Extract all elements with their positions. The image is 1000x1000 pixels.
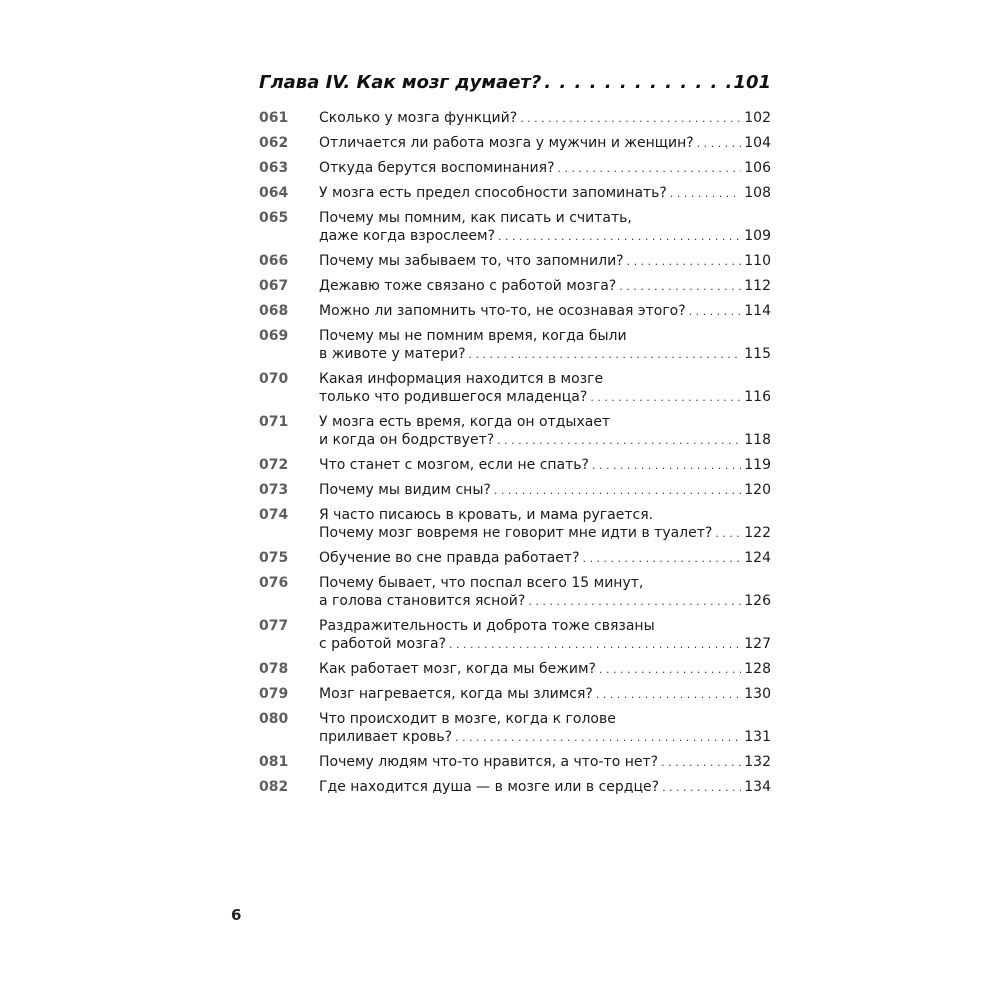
dot-leader — [449, 636, 741, 654]
entry-page-number: 130 — [744, 686, 771, 702]
entry-number: 061 — [259, 110, 289, 126]
dot-leader — [469, 346, 742, 364]
entry-body — [319, 134, 771, 153]
dot-leader — [599, 661, 741, 679]
dot-leader — [520, 110, 741, 128]
entry-last-line — [319, 660, 771, 679]
toc-entry — [259, 753, 771, 772]
chapter-title: Глава IV. Как мозг думает? — [259, 72, 542, 93]
toc-entry — [259, 685, 771, 704]
entry-last-line — [319, 302, 771, 321]
toc-entry — [259, 134, 771, 153]
dot-leader — [715, 525, 741, 543]
dot-leader — [627, 253, 742, 271]
entry-last-line — [319, 549, 771, 568]
entry-title-line: Мозг нагревается, когда мы злимся? — [319, 686, 593, 702]
entry-page-number: 132 — [744, 754, 771, 770]
entry-title-line: У мозга есть предел способности запоминать? — [319, 185, 667, 201]
toc-entry — [259, 252, 771, 271]
entry-title-line: Откуда берутся воспоминания? — [319, 160, 555, 176]
dot-leader — [498, 228, 741, 246]
entry-last-line — [319, 159, 771, 178]
entry-body — [319, 109, 771, 128]
entry-title-line: Раздражительность и доброта тоже связаны — [319, 618, 655, 634]
entry-title-line: У мозга есть время, когда он отдыхает — [319, 414, 611, 430]
entry-title-line: и когда он бодрствует? — [319, 432, 495, 448]
dot-leader — [661, 754, 741, 772]
entry-body — [319, 159, 771, 178]
entry-title-line: в животе у матери? — [319, 346, 466, 362]
entry-page-number: 102 — [744, 110, 771, 126]
entry-page-number: 114 — [744, 303, 771, 319]
entry-body — [319, 549, 771, 568]
dot-leader — [670, 185, 741, 203]
entry-title-line: Где находится душа — в мозге или в сердце? — [319, 779, 660, 795]
entry-title-line: а голова становится ясной? — [319, 593, 526, 609]
entry-last-line — [319, 481, 771, 500]
dot-leader — [596, 686, 741, 704]
entry-number: 074 — [259, 507, 289, 523]
entry-body — [319, 481, 771, 500]
entry-number: 072 — [259, 457, 289, 473]
entry-number: 079 — [259, 686, 289, 702]
toc-entry — [259, 660, 771, 679]
entry-title-line: Почему мы не помним время, когда были — [319, 328, 627, 344]
entry-last-line — [319, 431, 771, 450]
entry-body — [319, 277, 771, 296]
chapter-heading — [259, 72, 771, 102]
entry-last-line — [319, 134, 771, 153]
entry-body — [319, 370, 771, 407]
entry-title-line: Сколько у мозга функций? — [319, 110, 518, 126]
entry-page-number: 119 — [744, 457, 771, 473]
entry-title-line: Какая информация находится в мозге — [319, 371, 604, 387]
entry-body — [319, 456, 771, 475]
toc-entry — [259, 778, 771, 797]
dot-leader — [583, 550, 742, 568]
entry-last-line — [319, 252, 771, 271]
entry-page-number: 116 — [744, 389, 771, 405]
entry-title-line: Можно ли запомнить что-то, не осознавая этого? — [319, 303, 686, 319]
entry-title-line: Я часто писаюсь в кровать, и мама ругается. — [319, 507, 654, 523]
toc-entry — [259, 277, 771, 296]
entry-number: 068 — [259, 303, 289, 319]
entry-number: 071 — [259, 414, 289, 430]
entry-last-line — [319, 592, 771, 611]
dot-leader — [494, 482, 741, 500]
toc-entry — [259, 456, 771, 475]
entry-page-number: 106 — [744, 160, 771, 176]
dot-leader — [528, 593, 741, 611]
entry-page-number: 124 — [744, 550, 771, 566]
entry-body — [319, 252, 771, 271]
table-of-contents — [259, 72, 771, 803]
entry-title-line: Отличается ли работа мозга у мужчин и женщин? — [319, 135, 694, 151]
entry-body — [319, 506, 771, 543]
entry-title-line: с работой мозга? — [319, 636, 447, 652]
dot-leader — [592, 457, 741, 475]
dot-leader — [689, 303, 742, 321]
entry-title-line: Почему мы видим сны? — [319, 482, 491, 498]
toc-entry — [259, 209, 771, 246]
entry-title-line: Почему мы помним, как писать и считать, — [319, 210, 632, 226]
entry-page-number: 126 — [744, 593, 771, 609]
entry-body — [319, 327, 771, 364]
entry-title-line: Почему бывает, что поспал всего 15 минут, — [319, 575, 644, 591]
entry-title-line: только что родившегося младенца? — [319, 389, 588, 405]
entry-page-number: 115 — [744, 346, 771, 362]
entry-body — [319, 184, 771, 203]
entry-number: 075 — [259, 550, 289, 566]
entry-last-line — [319, 184, 771, 203]
entry-page-number: 112 — [744, 278, 771, 294]
entry-last-line — [319, 753, 771, 772]
entry-page-number: 104 — [744, 135, 771, 151]
entry-last-line — [319, 109, 771, 128]
toc-entry — [259, 184, 771, 203]
entry-title-line: Почему людям что-то нравится, а что-то нет? — [319, 754, 659, 770]
chapter-page-number: 101 — [733, 72, 771, 93]
entry-page-number: 118 — [744, 432, 771, 448]
entry-number: 070 — [259, 371, 289, 387]
entry-number: 067 — [259, 278, 289, 294]
toc-entry — [259, 327, 771, 364]
entry-number: 064 — [259, 185, 289, 201]
toc-entry — [259, 159, 771, 178]
toc-entry — [259, 302, 771, 321]
entry-title-line: Почему мозг вовремя не говорит мне идти в туалет? — [319, 525, 713, 541]
entry-body — [319, 209, 771, 246]
dot-leader — [558, 160, 742, 178]
entry-number: 076 — [259, 575, 289, 591]
entry-title-line: Что станет с мозгом, если не спать? — [319, 457, 589, 473]
toc-entry — [259, 481, 771, 500]
dot-leader — [662, 779, 741, 797]
entry-title-line: приливает кровь? — [319, 729, 453, 745]
dot-leader — [697, 135, 742, 153]
dot-leader — [497, 432, 741, 450]
entry-title-line: Что происходит в мозге, когда к голове — [319, 711, 616, 727]
entry-title-line: Дежавю тоже связано с работой мозга? — [319, 278, 617, 294]
entry-last-line — [319, 635, 771, 654]
entry-title-line: Обучение во сне правда работает? — [319, 550, 580, 566]
toc-entry-list — [259, 109, 771, 797]
entry-last-line — [319, 728, 771, 747]
page-folio: 6 — [231, 906, 242, 924]
entry-body — [319, 778, 771, 797]
toc-entry — [259, 370, 771, 407]
entry-body — [319, 302, 771, 321]
entry-page-number: 108 — [744, 185, 771, 201]
toc-entry — [259, 109, 771, 128]
entry-page-number: 128 — [744, 661, 771, 677]
toc-entry — [259, 413, 771, 450]
entry-title-line: Почему мы забываем то, что запомнили? — [319, 253, 624, 269]
entry-number: 077 — [259, 618, 289, 634]
entry-page-number: 127 — [744, 636, 771, 652]
entry-page-number: 109 — [744, 228, 771, 244]
entry-page-number: 131 — [744, 729, 771, 745]
entry-last-line — [319, 456, 771, 475]
entry-number: 078 — [259, 661, 289, 677]
entry-number: 081 — [259, 754, 289, 770]
entry-last-line — [319, 388, 771, 407]
toc-entry — [259, 710, 771, 747]
dot-leader — [455, 729, 741, 747]
entry-number: 066 — [259, 253, 289, 269]
dot-leader — [544, 72, 730, 93]
entry-body — [319, 685, 771, 704]
entry-page-number: 134 — [744, 779, 771, 795]
toc-entry — [259, 574, 771, 611]
entry-last-line — [319, 524, 771, 543]
entry-last-line — [319, 345, 771, 364]
entry-number: 063 — [259, 160, 289, 176]
entry-body — [319, 753, 771, 772]
toc-entry — [259, 506, 771, 543]
entry-last-line — [319, 277, 771, 296]
entry-body — [319, 660, 771, 679]
entry-last-line — [319, 227, 771, 246]
entry-number: 062 — [259, 135, 289, 151]
dot-leader — [590, 389, 741, 407]
entry-number: 080 — [259, 711, 289, 727]
entry-number: 082 — [259, 779, 289, 795]
entry-last-line — [319, 778, 771, 797]
entry-page-number: 120 — [744, 482, 771, 498]
entry-number: 069 — [259, 328, 289, 344]
entry-page-number: 122 — [744, 525, 771, 541]
entry-body — [319, 617, 771, 654]
entry-title-line: Как работает мозг, когда мы бежим? — [319, 661, 596, 677]
entry-number: 073 — [259, 482, 289, 498]
entry-last-line — [319, 685, 771, 704]
entry-page-number: 110 — [744, 253, 771, 269]
entry-title-line: даже когда взрослеем? — [319, 228, 496, 244]
toc-entry — [259, 549, 771, 568]
toc-entry — [259, 617, 771, 654]
entry-body — [319, 413, 771, 450]
dot-leader — [619, 278, 741, 296]
entry-body — [319, 710, 771, 747]
entry-number: 065 — [259, 210, 289, 226]
entry-body — [319, 574, 771, 611]
